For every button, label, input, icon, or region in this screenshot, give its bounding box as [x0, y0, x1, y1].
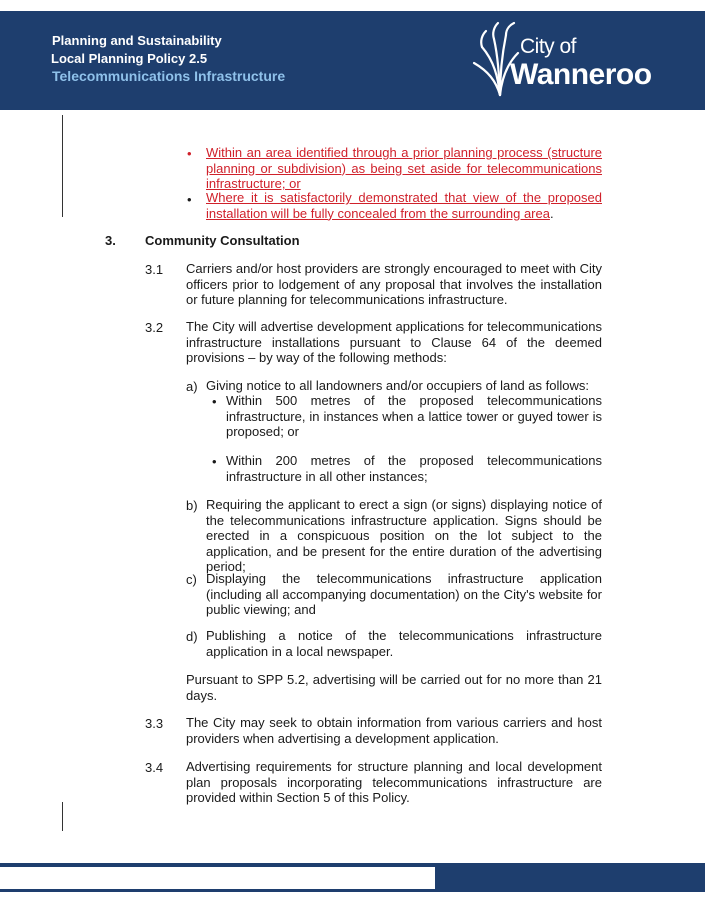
section-title: Community Consultation	[145, 233, 300, 248]
clause-3-2-text: The City will advertise development applications for telecommunications infrastructure installations pursuant to Clause 64 of the deemed provisions – by way of the following methods:	[186, 319, 602, 365]
method-c-text: Displaying the telecommunications infrastructure application (including all accompanying documentation) on the City's website for public viewing; and	[206, 571, 602, 617]
method-label: d)	[186, 629, 198, 644]
header-department: Planning and Sustainability	[52, 33, 222, 48]
intro-bullet-1: Within an area identified through a prior planning process (structure planning or subdivision) as being set aside for telecommunications infrastructure; or	[206, 145, 602, 191]
page-header	[0, 11, 705, 110]
logo-city-text: City of	[520, 35, 577, 58]
clause-number: 3.4	[145, 760, 164, 775]
header-policy: Local Planning Policy 2.5	[51, 51, 208, 66]
method-d-text: Publishing a notice of the telecommunications infrastructure application in a local newspaper.	[206, 628, 602, 659]
clause-number: 3.2	[145, 320, 164, 335]
clause-3-4-text: Advertising requirements for structure planning and local development plan proposals incorporating telecommunications infrastructure are provided within Section 5 of this Policy.	[186, 759, 602, 805]
method-a-text: Giving notice to all landowners and/or occupiers of land as follows:	[206, 378, 589, 393]
bullet-marker: •	[187, 146, 192, 161]
clause-3-1-text: Carriers and/or host providers are strongly encouraged to meet with City officers prior to lodgement of any proposal that involves the installation or future planning for telecommunications infrastructure.	[186, 261, 602, 307]
method-a-bullet-2: Within 200 metres of the proposed telecommunications infrastructure in all other instances;	[226, 453, 602, 484]
method-label: a)	[186, 379, 198, 394]
clause-number: 3.1	[145, 262, 164, 277]
bullet-marker: •	[212, 394, 217, 409]
method-b-text: Requiring the applicant to erect a sign (or signs) displaying notice of the telecommunications infrastructure application. Signs should be erected in a conspicuous position on the lot subject to the application, and be present for the entire duration of the advertising period;	[206, 497, 602, 574]
footer-block	[435, 867, 705, 891]
change-bar-bottom	[62, 802, 63, 831]
method-a-bullet-1: Within 500 metres of the proposed telecommunications infrastructure, in instances when a lattice tower or guyed tower is proposed; or	[226, 393, 602, 439]
change-bar-top	[62, 115, 63, 217]
clause-number: 3.3	[145, 716, 164, 731]
header-subject: Telecommunications Infrastructure	[52, 68, 286, 84]
method-label: b)	[186, 498, 198, 513]
city-logo	[468, 17, 678, 103]
bullet-marker: •	[187, 192, 192, 207]
intro-bullet-2-container	[206, 190, 602, 221]
logo-wanneroo-text: Wanneroo	[510, 58, 652, 91]
section-number: 3.	[105, 233, 116, 248]
advertising-note: Pursuant to SPP 5.2, advertising will be carried out for no more than 21 days.	[186, 672, 602, 703]
intro-bullet-2-end: .	[549, 205, 554, 221]
bullet-marker: •	[212, 454, 217, 469]
clause-3-3-text: The City may seek to obtain information from various carriers and host providers when advertising a development application.	[186, 715, 602, 746]
intro-bullet-2: Where it is satisfactorily demonstrated that view of the proposed installation will be fully concealed from the surrounding area	[206, 190, 602, 221]
method-label: c)	[186, 572, 197, 587]
